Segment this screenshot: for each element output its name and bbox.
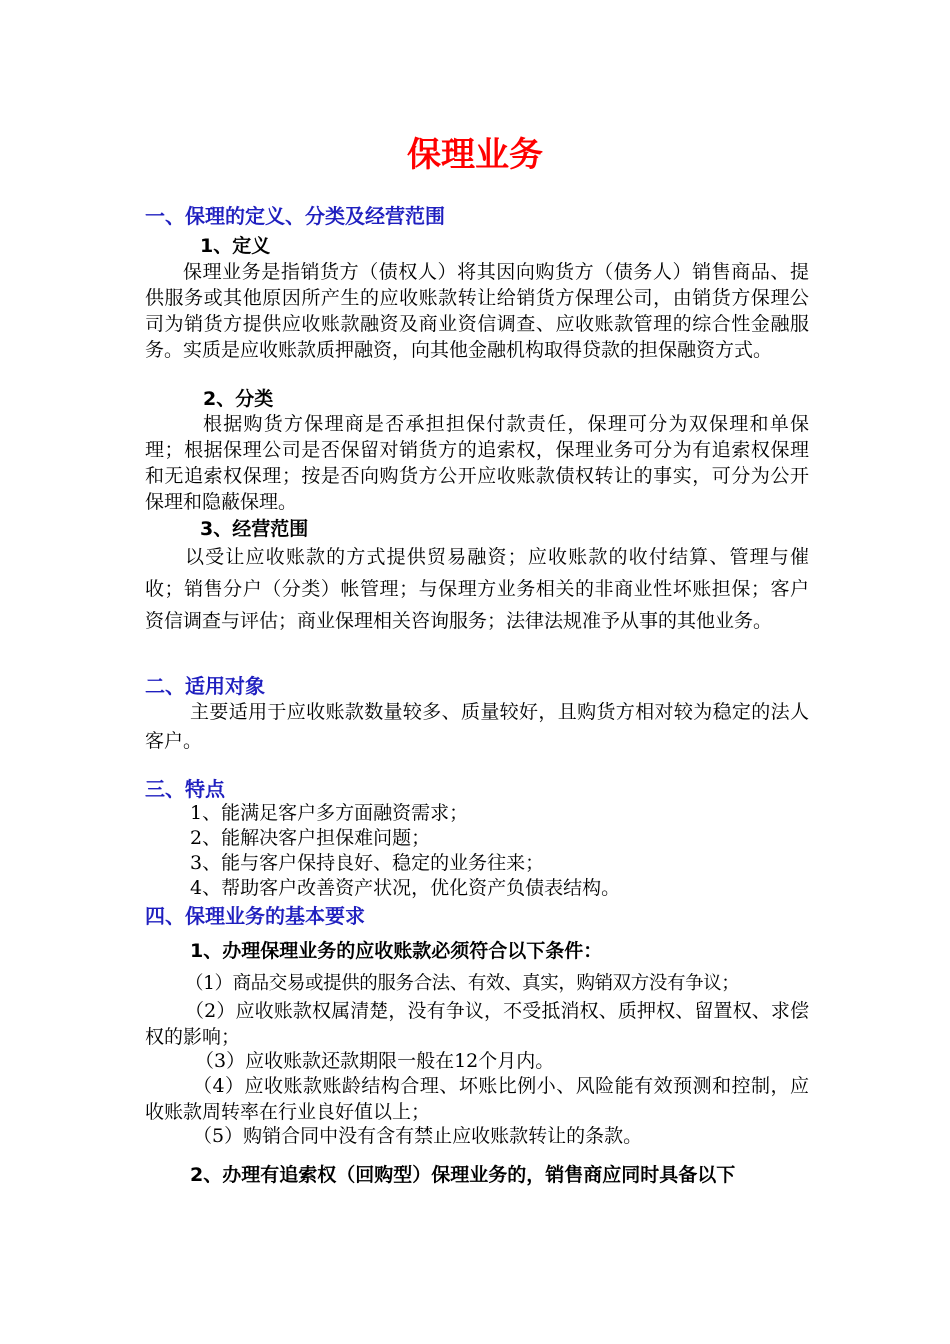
subheading-definition: 1、定义 bbox=[200, 235, 271, 257]
subheading-classification: 2、分类 bbox=[203, 388, 274, 410]
condition-item: （2）应收账款权属清楚，没有争议，不受抵消权、质押权、留置权、求偿权的影响； bbox=[145, 1000, 809, 1048]
section-heading-basic-requirements: 四、保理业务的基本要求 bbox=[145, 904, 365, 928]
paragraph-classification: 根据购货方保理商是否承担担保付款责任，保理可分为双保理和单保理；根据保理公司是否保留对销货方的追索权，保理业务可分为有追索权保理和无追索权保理；按是否向购货方公开应收账款债权转让的事实，可分为公开保理和隐蔽保理。 bbox=[145, 413, 809, 513]
subheading-scope: 3、经营范围 bbox=[200, 518, 309, 540]
subheading-receivable-conditions: 1、办理保理业务的应收账款必须符合以下条件： bbox=[190, 940, 603, 962]
feature-item: 4、帮助客户改善资产状况，优化资产负债表结构。 bbox=[190, 877, 621, 899]
paragraph-scope: 以受让应收账款的方式提供贸易融资；应收账款的收付结算、管理与催收；销售分户（分类）帐管理；与保理方业务相关的非商业性坏账担保；客户资信调查与评估；商业保理相关咨询服务；法律法规准予从事的其他业务。 bbox=[145, 546, 809, 632]
document-title: 保理业务 bbox=[407, 135, 543, 175]
section-heading-features: 三、特点 bbox=[145, 777, 225, 801]
feature-item: 2、能解决客户担保难问题； bbox=[190, 827, 431, 849]
condition-item: （5）购销合同中没有含有禁止应收账款转让的条款。 bbox=[193, 1125, 643, 1147]
feature-item: 1、能满足客户多方面融资需求； bbox=[190, 802, 469, 824]
paragraph-applicable-objects: 主要适用于应收账款数量较多、质量较好，且购货方相对较为稳定的法人客户。 bbox=[145, 701, 809, 752]
condition-item: （1）商品交易或提供的服务合法、有效、真实，购销双方没有争议； bbox=[185, 973, 740, 994]
section-heading-definition-scope: 一、保理的定义、分类及经营范围 bbox=[145, 204, 445, 228]
paragraph-definition: 保理业务是指销货方（债权人）将其因向购货方（债务人）销售商品、提供服务或其他原因所产生的应收账款转让给销货方保理公司，由销货方保理公司为销货方提供应收账款融资及商业资信调查、应收账款管理的综合性金融服务。实质是应收账款质押融资，向其他金融机构取得贷款的担保融资方式。 bbox=[145, 261, 809, 361]
subheading-recourse-factoring: 2、办理有追索权（回购型）保理业务的，销售商应同时具备以下 bbox=[190, 1164, 736, 1186]
section-heading-applicable-objects: 二、适用对象 bbox=[145, 674, 265, 698]
feature-item: 3、能与客户保持良好、稳定的业务往来； bbox=[190, 852, 545, 874]
condition-item: （3）应收账款还款期限一般在12个月内。 bbox=[195, 1050, 555, 1072]
condition-item: （4）应收账款账龄结构合理、坏账比例小、风险能有效预测和控制，应收账款周转率在行业良好值以上； bbox=[145, 1075, 809, 1123]
